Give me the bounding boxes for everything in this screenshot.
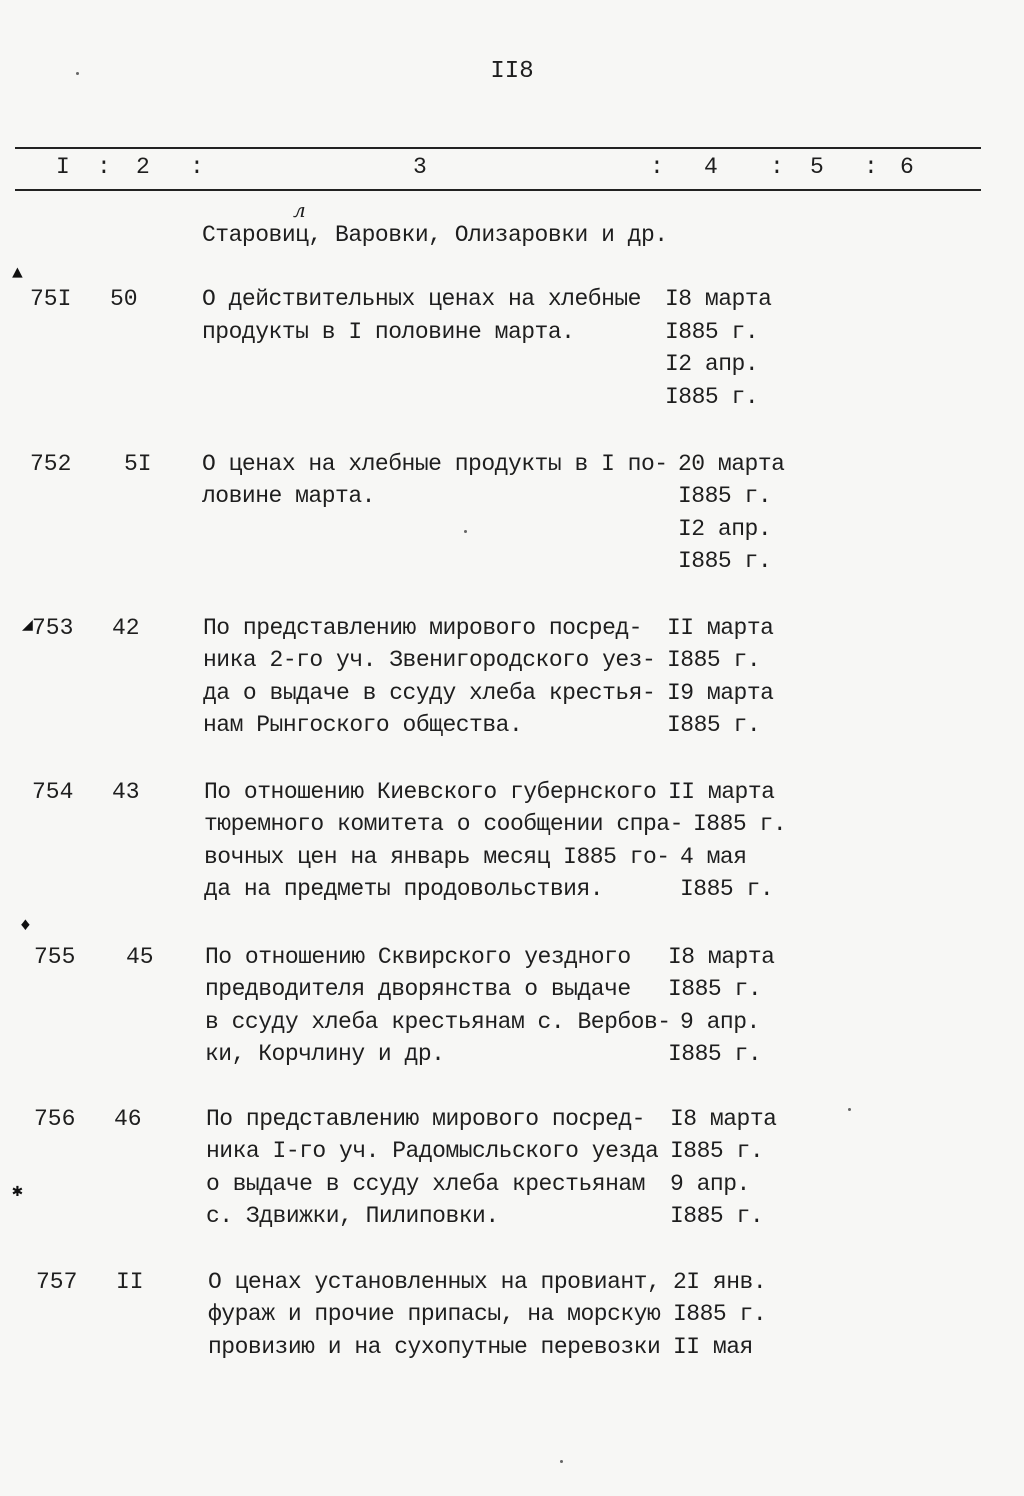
header-col-3: 3 — [413, 154, 427, 180]
date-line: I8 марта — [670, 1106, 777, 1132]
header-col-1: I — [56, 154, 70, 180]
sheet-count: 43 — [112, 779, 140, 805]
description-line: По отношению Киевского губернского — [204, 779, 657, 805]
entry-number: 753 — [32, 615, 74, 641]
date-line: I8 марта — [668, 944, 775, 970]
description-line: да на предметы продовольствия. — [204, 876, 604, 902]
description-line: По представлению мирового посред- — [203, 615, 642, 641]
entry-number: 75I — [30, 286, 72, 312]
description-line: О действительных ценах на хлебные — [202, 286, 641, 312]
scan-speck — [560, 1460, 563, 1463]
description-line: ловине марта. — [202, 483, 375, 509]
description-line: продукты в I половине марта. — [202, 319, 575, 345]
margin-check-mark: ✱ — [12, 1182, 23, 1202]
description-line: По представлению мирового посред- — [206, 1106, 645, 1132]
date-line: I885 г. — [693, 811, 787, 837]
date-line: I885 г. — [665, 384, 759, 410]
date-line: 4 мая — [680, 844, 747, 870]
description-line: предводителя дворянства о выдаче — [205, 976, 631, 1002]
header-separator: : — [190, 154, 204, 180]
date-line: I885 г. — [670, 1203, 764, 1229]
scan-speck — [848, 1108, 851, 1111]
page-number: II8 — [490, 58, 534, 85]
header-col-6: 6 — [900, 154, 914, 180]
date-line: 9 апр. — [680, 1009, 760, 1035]
date-line: I885 г. — [678, 548, 772, 574]
description-line: ника I-го уч. Радомысльского уезда — [206, 1138, 659, 1164]
sheet-count: 50 — [110, 286, 138, 312]
description-line: О ценах установленных на провиант, — [208, 1269, 661, 1295]
header-separator: : — [97, 154, 111, 180]
date-line: I8 марта — [665, 286, 772, 312]
entry-number: 752 — [30, 451, 72, 477]
date-line: I885 г. — [665, 319, 759, 345]
date-line: I885 г. — [667, 712, 761, 738]
description-line: ника 2-го уч. Звенигородского уез- — [203, 647, 656, 673]
entry-number: 755 — [34, 944, 76, 970]
date-line: I2 апр. — [665, 351, 759, 377]
header-separator: : — [864, 154, 878, 180]
margin-check-mark: ▲ — [12, 264, 23, 284]
description-line: вочных цен на январь месяц I885 го- — [204, 844, 670, 870]
table-header-bottom-rule — [15, 189, 981, 191]
sheet-count: 42 — [112, 615, 140, 641]
description-line: фураж и прочие припасы, на морскую — [208, 1301, 661, 1327]
date-line: I885 г. — [678, 483, 772, 509]
description-line: о выдаче в ссуду хлеба крестьянам — [206, 1171, 645, 1197]
date-line: 2I янв. — [673, 1269, 767, 1295]
description-line: провизию и на сухопутные перевозки — [208, 1334, 661, 1360]
handwritten-correction: л — [293, 198, 306, 222]
sheet-count: 46 — [114, 1106, 142, 1132]
sheet-count: II — [116, 1269, 144, 1295]
margin-check-mark: ♦ — [20, 916, 31, 936]
scan-speck — [76, 72, 79, 75]
header-col-2: 2 — [136, 154, 150, 180]
header-separator: : — [770, 154, 784, 180]
description-line: нам Рынгоского общества. — [203, 712, 523, 738]
date-line: I885 г. — [673, 1301, 767, 1327]
entry-number: 756 — [34, 1106, 76, 1132]
date-line: I885 г. — [667, 647, 761, 673]
description-line: О ценах на хлебные продукты в I по- — [202, 451, 668, 477]
date-line: 9 апр. — [670, 1171, 750, 1197]
date-line: I885 г. — [668, 1041, 762, 1067]
date-line: II мая — [673, 1334, 753, 1360]
date-line: I885 г. — [668, 976, 762, 1002]
description-line: ки, Корчлину и др. — [205, 1041, 445, 1067]
header-separator: : — [650, 154, 664, 180]
date-line: I2 апр. — [678, 516, 772, 542]
date-line: I885 г. — [680, 876, 774, 902]
sheet-count: 45 — [126, 944, 154, 970]
description-line: тюремного комитета о сообщении спра- — [204, 811, 683, 837]
date-line: I9 марта — [667, 680, 774, 706]
description-line: да о выдаче в ссуду хлеба крестья- — [203, 680, 656, 706]
entry-number: 757 — [36, 1269, 78, 1295]
continuation-text: Старовиц, Варовки, Олизаровки и др. — [202, 222, 668, 248]
date-line: 20 марта — [678, 451, 785, 477]
date-line: II марта — [667, 615, 774, 641]
header-col-5: 5 — [810, 154, 824, 180]
date-line: I885 г. — [670, 1138, 764, 1164]
table-top-rule — [15, 147, 981, 149]
scan-speck — [464, 530, 467, 533]
margin-check-mark: ◢ — [22, 616, 33, 636]
description-line: По отношению Сквирского уездного — [205, 944, 631, 970]
description-line: с. Здвижки, Пилиповки. — [206, 1203, 499, 1229]
date-line: II марта — [668, 779, 775, 805]
description-line: в ссуду хлеба крестьянам с. Вербов- — [205, 1009, 671, 1035]
sheet-count: 5I — [124, 451, 152, 477]
header-col-4: 4 — [704, 154, 718, 180]
entry-number: 754 — [32, 779, 74, 805]
